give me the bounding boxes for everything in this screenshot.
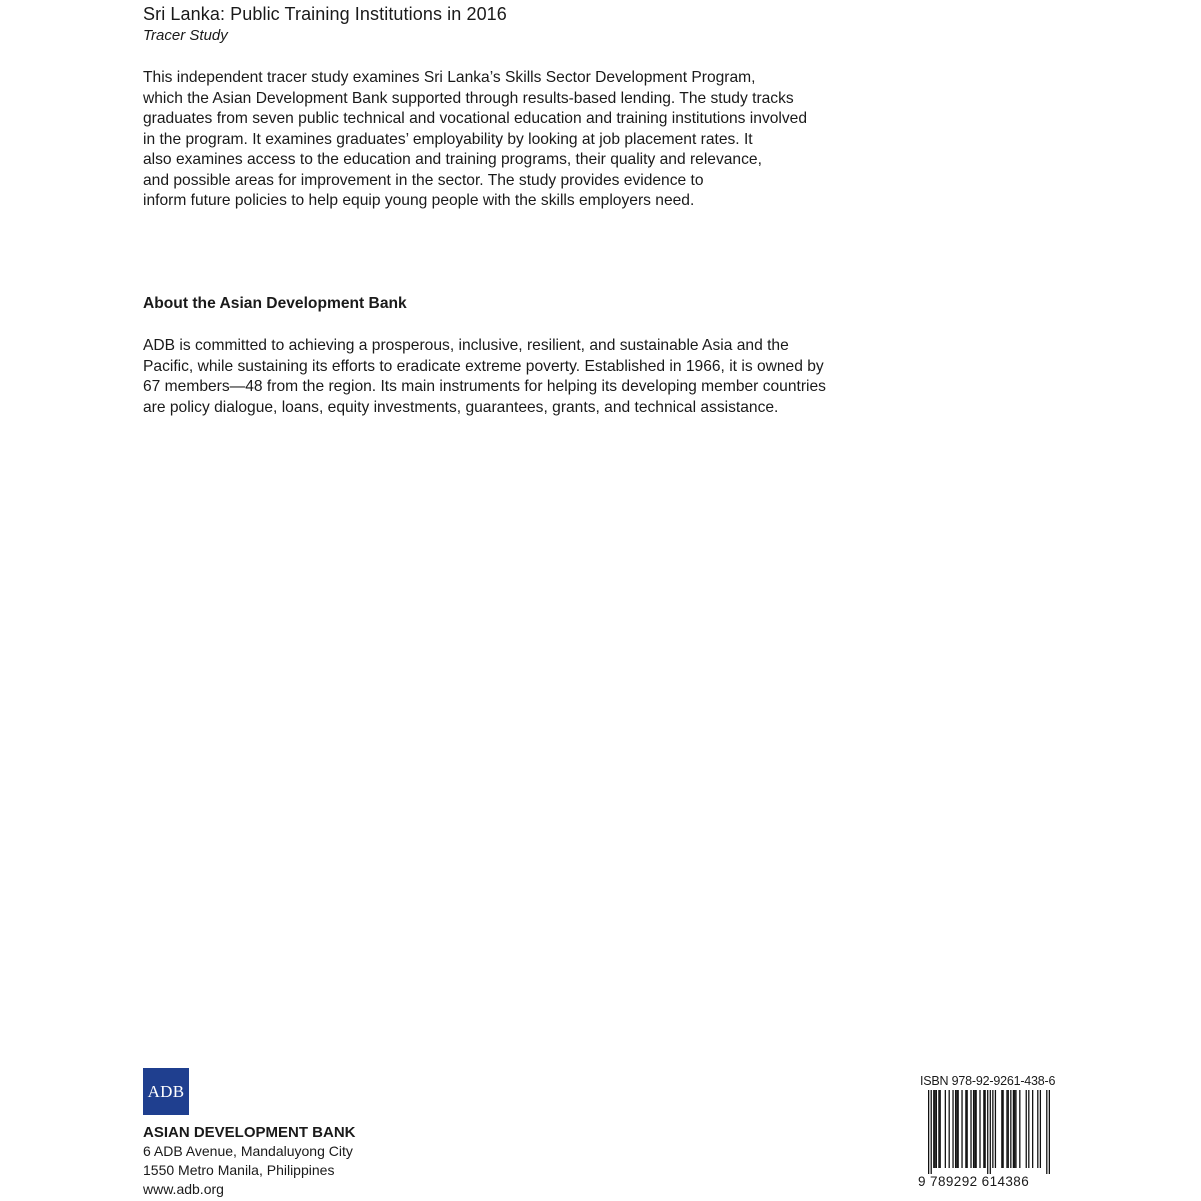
address-line-street: 6 ADB Avenue, Mandaluyong City bbox=[143, 1143, 353, 1159]
about-line: Pacific, while sustaining its efforts to eradicate extreme poverty. Established in 1966, it is owned by bbox=[143, 357, 824, 375]
barcode-bar bbox=[1040, 1090, 1041, 1168]
barcode-digits: 9 789292 614386 bbox=[918, 1174, 1030, 1189]
barcode-bar bbox=[979, 1090, 980, 1168]
adb-logo: ADB bbox=[143, 1068, 189, 1115]
barcode-bar bbox=[1019, 1090, 1020, 1168]
barcode-bar bbox=[1008, 1090, 1009, 1168]
intro-line: graduates from seven public technical and vocational education and training institutions involved bbox=[143, 110, 808, 127]
intro-line: in the program. It examines graduates’ employability by looking at job placement rates. It bbox=[143, 130, 753, 148]
intro-line: and possible areas for improvement in the sector. The study provides evidence to bbox=[143, 171, 704, 189]
barcode-bar bbox=[1014, 1090, 1015, 1168]
address-line-city: 1550 Metro Manila, Philippines bbox=[143, 1162, 335, 1178]
barcode-bar bbox=[992, 1090, 993, 1168]
barcode-bar bbox=[931, 1090, 932, 1174]
barcode-bar bbox=[940, 1090, 941, 1168]
barcode-bar bbox=[1032, 1090, 1033, 1168]
barcode-bar bbox=[967, 1090, 968, 1168]
barcode-bar bbox=[970, 1090, 971, 1168]
intro-paragraph bbox=[143, 68, 807, 212]
barcode-bar bbox=[949, 1090, 950, 1168]
barcode-bar bbox=[934, 1090, 935, 1168]
about-line: 67 members—48 from the region. Its main instruments for helping its developing member countries bbox=[143, 378, 826, 395]
publication-subtitle: Tracer Study bbox=[143, 27, 228, 44]
isbn-barcode bbox=[918, 1090, 1060, 1174]
barcode-bar bbox=[973, 1090, 974, 1168]
barcode-bar bbox=[995, 1090, 996, 1168]
isbn-label: ISBN 978-92-9261-438-6 bbox=[920, 1074, 1056, 1088]
about-line: are policy dialogue, loans, equity investments, guarantees, grants, and technical assistance. bbox=[143, 398, 779, 416]
intro-line: which the Asian Development Bank supported through results-based lending. The study tracks bbox=[143, 89, 794, 107]
organization-name: ASIAN DEVELOPMENT BANK bbox=[143, 1124, 356, 1141]
barcode-bar bbox=[1002, 1090, 1003, 1168]
barcode-bar bbox=[956, 1090, 957, 1168]
barcode-bar bbox=[1028, 1090, 1029, 1168]
barcode-bar bbox=[1046, 1090, 1047, 1174]
barcode-bar bbox=[983, 1090, 984, 1168]
website-link[interactable]: www.adb.org bbox=[143, 1181, 224, 1197]
about-paragraph bbox=[143, 336, 826, 418]
about-heading: About the Asian Development Bank bbox=[143, 295, 407, 312]
barcode-bar bbox=[933, 1090, 934, 1168]
intro-line: This independent tracer study examines Sri Lanka’s Skills Sector Development Program, bbox=[143, 69, 756, 86]
barcode-bar bbox=[987, 1090, 988, 1174]
barcode-bar bbox=[1013, 1090, 1014, 1168]
barcode-bar bbox=[958, 1090, 959, 1168]
about-line: ADB is committed to achieving a prosperous, inclusive, resilient, and sustainable Asia and the bbox=[143, 337, 789, 354]
barcode-bar bbox=[1001, 1090, 1002, 1168]
intro-line: also examines access to the education and training programs, their quality and relevance, bbox=[143, 151, 762, 168]
barcode-bar bbox=[985, 1090, 986, 1168]
barcode-bar bbox=[974, 1090, 975, 1168]
barcode-bar bbox=[936, 1090, 937, 1168]
barcode-bar bbox=[1026, 1090, 1027, 1168]
barcode-bar bbox=[990, 1090, 991, 1174]
barcode-bar bbox=[1006, 1090, 1007, 1168]
barcode-bar bbox=[955, 1090, 956, 1168]
barcode-bar bbox=[961, 1090, 962, 1168]
barcode-bar bbox=[945, 1090, 946, 1168]
publication-title: Sri Lanka: Public Training Institutions in 2016 bbox=[143, 4, 507, 24]
intro-line: inform future policies to help equip young people with the skills employers need. bbox=[143, 192, 695, 209]
barcode-bar bbox=[976, 1090, 977, 1168]
barcode-bar bbox=[1010, 1090, 1011, 1168]
barcode-bar bbox=[938, 1090, 939, 1168]
barcode-bar bbox=[1049, 1090, 1050, 1174]
barcode-bar bbox=[965, 1090, 966, 1168]
barcode-bar bbox=[952, 1090, 953, 1168]
barcode-bar bbox=[1015, 1090, 1016, 1168]
barcode-bar bbox=[928, 1090, 929, 1174]
barcode-bar bbox=[1037, 1090, 1038, 1168]
